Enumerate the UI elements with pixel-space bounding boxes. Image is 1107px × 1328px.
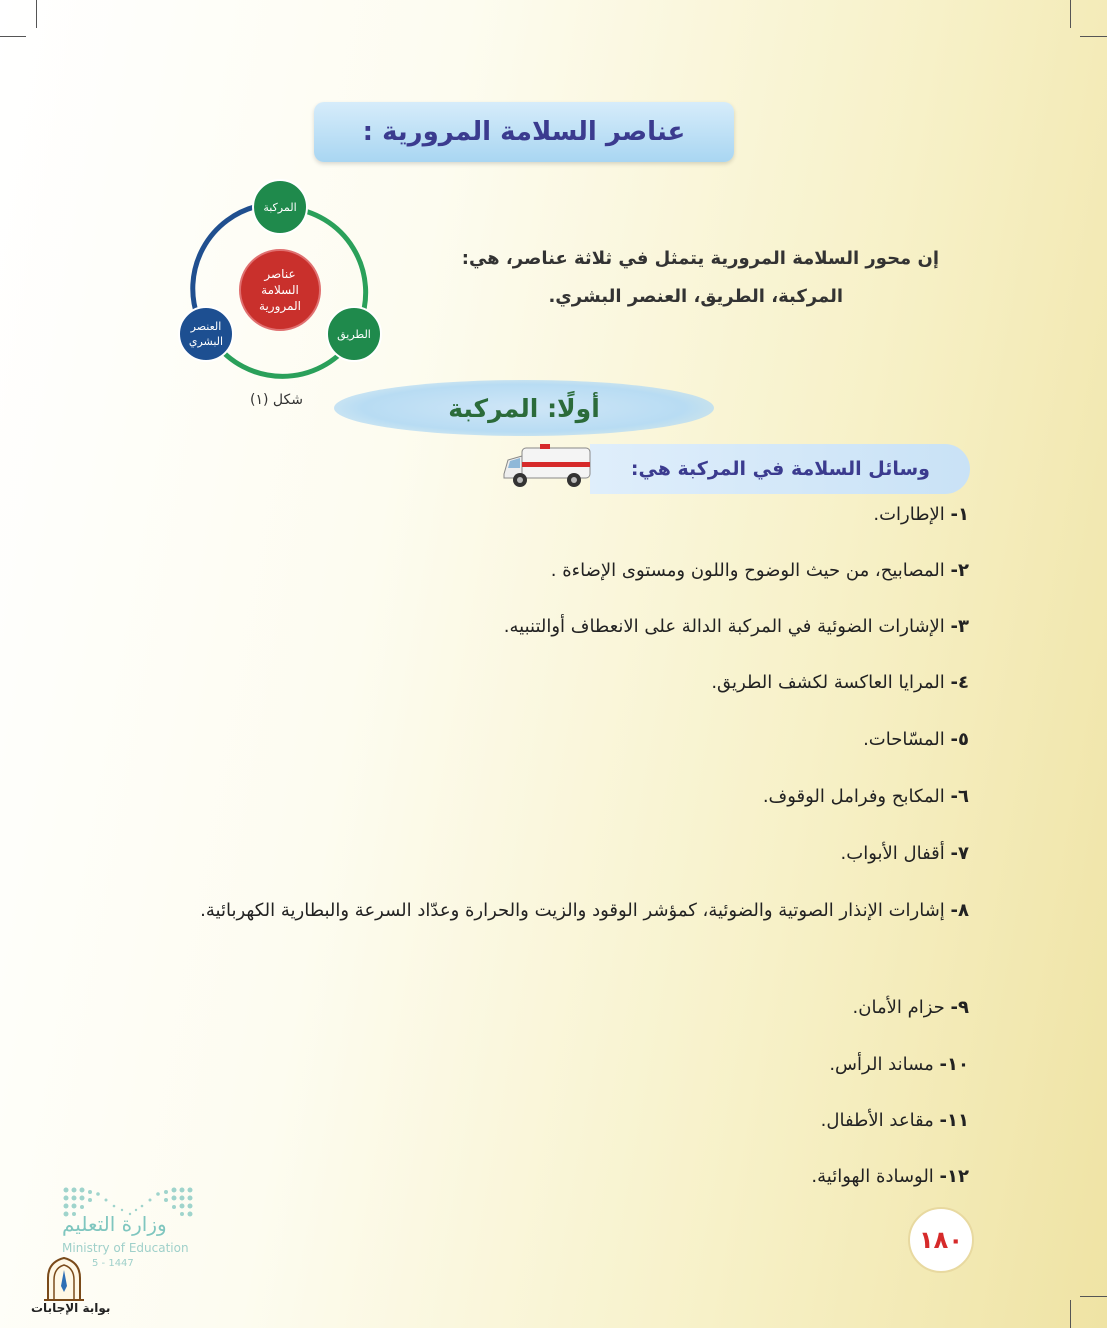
- answers-gate-text: بوابة الإجابات: [31, 1301, 111, 1315]
- node-road-label: الطريق: [337, 328, 371, 341]
- page-title-box: [314, 102, 734, 162]
- list-item: ٧- أقفال الأبواب.: [840, 843, 969, 864]
- ministry-year: 5 - 1447: [92, 1258, 134, 1269]
- list-item: ١٢- الوسادة الهوائية.: [811, 1166, 969, 1187]
- intro-line-2: المركبة، الطريق، العنصر البشري.: [548, 286, 843, 307]
- center-label-3: المرورية: [259, 299, 301, 313]
- list-item: ٣- الإشارات الضوئية في المركبة الدالة على الانعطاف أوالتنبيه.: [503, 616, 969, 637]
- crop-mark: [36, 0, 37, 28]
- intro-line-1: إن محور السلامة المرورية يتمثل في ثلاثة عناصر، هي:: [461, 248, 939, 269]
- list-item: ٩- حزام الأمان.: [852, 997, 969, 1018]
- ring-arc-bottom: [215, 343, 350, 376]
- crop-mark: [1080, 1296, 1107, 1297]
- list-item: ١٠- مساند الرأس.: [829, 1054, 969, 1075]
- crop-mark: [1070, 1300, 1071, 1328]
- list-item: ١١- مقاعد الأطفال.: [820, 1110, 969, 1131]
- figure-caption: شكل (١): [250, 392, 303, 408]
- list-item: ٤- المرايا العاكسة لكشف الطريق.: [711, 672, 969, 693]
- page-title: عناصر السلامة المرورية :: [362, 117, 686, 147]
- intro-paragraph: [419, 240, 939, 316]
- ambulance-icon: [500, 442, 596, 492]
- ministry-name-english: Ministry of Education: [62, 1241, 189, 1255]
- node-human-label-1: العنصر: [190, 320, 222, 333]
- page-number: ١٨٠: [919, 1226, 963, 1254]
- crop-mark: [1080, 36, 1107, 37]
- section-heading-box: [334, 380, 714, 436]
- center-label-2: السلامة: [261, 283, 299, 297]
- section-heading: أولًا: المركبة: [448, 393, 600, 423]
- safety-means-heading-bar: [590, 444, 970, 494]
- traffic-safety-diagram: [170, 178, 390, 388]
- list-item: ١- الإطارات.: [873, 504, 969, 525]
- page-number-badge: [908, 1207, 974, 1273]
- node-human: [179, 307, 233, 361]
- list-item: ٨- إشارات الإنذار الصوتية والضوئية، كمؤشر الوقود والزيت والحرارة وعدّاد السرعة والبطارية الكهربائية.: [200, 900, 969, 921]
- list-item: ٢- المصابيح، من حيث الوضوح واللون ومستوى الإضاءة .: [550, 560, 969, 581]
- list-item: ٦- المكابح وفرامل الوقوف.: [762, 786, 969, 807]
- list-item: ٥- المسّاحات.: [863, 729, 969, 750]
- crop-mark: [0, 36, 26, 37]
- crop-mark: [1070, 0, 1071, 28]
- node-vehicle-label: المركبة: [263, 201, 297, 214]
- center-label-1: عناصر: [264, 267, 296, 281]
- node-human-label-2: البشري: [188, 335, 224, 348]
- ministry-name-arabic: وزارة التعليم: [62, 1212, 167, 1236]
- safety-means-heading: وسائل السلامة في المركبة هي:: [630, 458, 930, 480]
